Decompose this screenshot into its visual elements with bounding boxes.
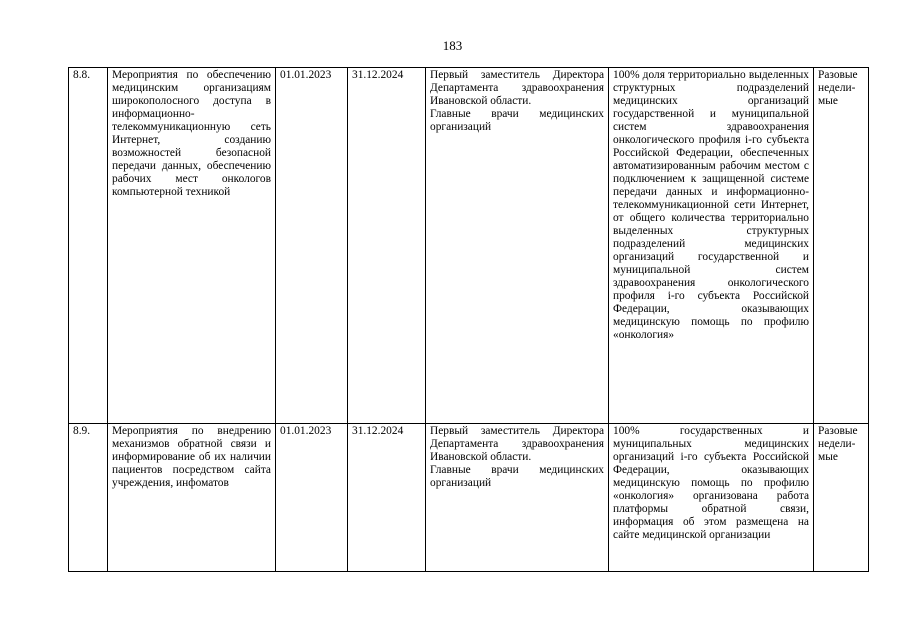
responsible-primary: Первый заместитель Директора Департамента здравоохранения Ивановской области. [430,425,604,463]
table-row [69,68,869,424]
activity-type: Разовые недели-мые [814,68,869,424]
responsible-persons [426,68,609,424]
responsible-persons [426,424,609,572]
table-row [69,424,869,572]
measures-table [68,67,869,572]
responsible-primary: Первый заместитель Директора Департамента здравоохранения Ивановской области. [430,69,604,107]
end-date: 31.12.2024 [348,424,426,572]
activity-description: Мероприятия по обеспечению медицинским организациям широкополосного доступа в информационно-телекоммуникационную сеть Интернет, созданию возможностей безопасной передачи данных, обеспечению рабочих мест онкологов компьютерной техникой [108,68,276,424]
responsible-secondary: Главные врачи медицинских организаций [430,464,604,489]
activity-type: Разовые недели-мые [814,424,869,572]
end-date: 31.12.2024 [348,68,426,424]
responsible-secondary: Главные врачи медицинских организаций [430,108,604,133]
start-date: 01.01.2023 [276,68,348,424]
start-date: 01.01.2023 [276,424,348,572]
item-number: 8.9. [69,424,108,572]
page-number: 183 [442,38,463,53]
expected-result: 100% доля территориально выделенных структурных подразделений медицинских организаций государственной и муниципальной систем здравоохранения онкологического профиля i-го субъекта Российской Федерации, обеспеченных автоматизированным рабочим местом с подключением к защищенной системе передачи данных и информационно-телекоммуникационной сети Интернет, от общего количества территориально выделенных структурных подразделений медицинских организаций государственной и муниципальной систем здравоохранения онкологического профиля i-го субъекта Российской Федерации, оказывающих медицинскую помощь по профилю «онкология» [609,68,814,424]
item-number: 8.8. [69,68,108,424]
activity-description: Мероприятия по внедрению механизмов обратной связи и информирование об их наличии пациентов посредством сайта учреждения, инфоматов [108,424,276,572]
expected-result: 100% государственных и муниципальных медицинских организаций i-го субъекта Российской Федерации, оказывающих медицинскую помощь по профилю «онкология» организована работа платформы обратной связи, информация об этом размещена на сайте медицинской организации [609,424,814,572]
